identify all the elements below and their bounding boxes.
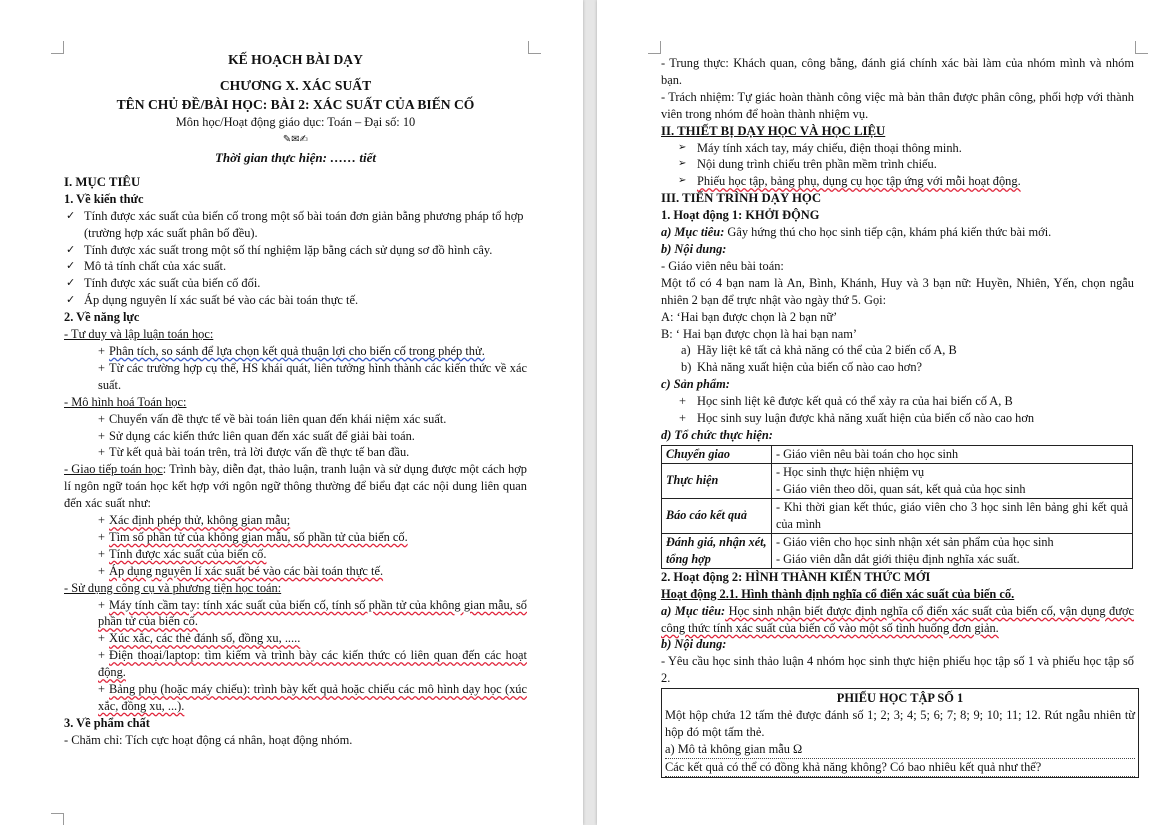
table-cell-label: Thực hiện — [662, 463, 772, 498]
list-item: + Từ kết quả bài toán trên, trả lời được vấn đề thực tế ban đầu. — [98, 445, 410, 460]
table-row — [662, 445, 1133, 463]
list-item: a) Hãy liệt kê tất cả khả năng có thể của 2 biến cố A, B — [681, 343, 957, 358]
list-item: + Máy tính cầm tay: tính xác suất của biến cố, tính số phần tử của không gian mẫu, số phần tử của biến cố. — [98, 597, 527, 629]
activity-1-org-label: d) Tổ chức thực hiện: — [661, 427, 773, 442]
list-item: + Học sinh liệt kê được kết quả có thể xảy ra của hai biến cố A, B — [679, 394, 1013, 409]
list-item: + Học sinh suy luận được khả năng xuất hiện của biến cố nào cao hơn — [679, 411, 1035, 426]
check-icon: ✓ — [66, 293, 76, 307]
event-b: B: ‘ Hai bạn được chọn là hai bạn nam’ — [661, 326, 857, 341]
check-icon: ✓ — [66, 259, 76, 273]
table-cell: - Khi thời gian kết thúc, giáo viên cho 3 học sinh lên bảng ghi kết quả của mình — [772, 498, 1133, 533]
section-equipment: II. THIẾT BỊ DẠY HỌC VÀ HỌC LIỆU — [661, 123, 886, 138]
section-process: III. TIẾN TRÌNH DẠY HỌC — [661, 191, 822, 206]
activity-1-goal: a) Mục tiêu: Gây hứng thú cho học sinh tiếp cận, khám phá kiến thức bài mới. — [661, 225, 1052, 240]
crop-mark — [1135, 41, 1148, 54]
list-item: ✓ Tính được xác suất của biến cố trong một số bài toán đơn giản bằng phương pháp tổ hợp (trường hợp xác suất phân bố đều). — [66, 208, 524, 240]
activity-1-content-label: b) Nội dung: — [661, 241, 727, 256]
table-row — [662, 498, 1133, 533]
subsection-qualities: 3. Về phẩm chất — [64, 715, 150, 730]
competence-reasoning: - Tư duy và lập luận toán học: — [64, 327, 214, 342]
table-row — [662, 463, 1133, 498]
competence-modelling: - Mô hình hoá Toán học: — [64, 394, 187, 409]
table-cell: - Học sinh thực hiện nhiệm vụ - Giáo viên theo dõi, quan sát, kết quả của học sinh — [772, 463, 1133, 498]
list-item: + Điện thoại/laptop: tìm kiếm và trình bày các kiến thức có liên quan đến các hoạt động. — [98, 648, 527, 680]
activity-1-product-label: c) Sản phẩm: — [661, 377, 730, 392]
subsection-knowledge: 1. Về kiến thức — [64, 191, 144, 206]
list-item: ➢ Nội dung trình chiếu trên phần mềm trình chiếu. — [678, 157, 937, 172]
list-item: ➢ Phiếu học tập, bảng phụ, dụng cụ học tập ứng với mỗi hoạt động. — [678, 174, 1021, 189]
time-line: Thời gian thực hiện: …… tiết — [214, 149, 377, 165]
list-item: + Xúc xắc, các thẻ đánh số, đồng xu, ..... — [98, 631, 301, 646]
crop-mark — [528, 41, 541, 54]
arrow-bullet-icon: ➢ — [678, 175, 687, 187]
arrow-bullet-icon: ➢ — [678, 158, 687, 170]
table-cell: - Giáo viên nêu bài toán cho học sinh — [772, 445, 1133, 463]
subsection-competence: 2. Về năng lực — [64, 310, 140, 325]
list-item: + Tìm số phần tử của không gian mẫu, số phần tử của biến cố. — [98, 529, 408, 544]
chapter-title: CHƯƠNG X. XÁC SUẤT — [219, 78, 372, 93]
worksheet-question: Các kết quả có thể có đồng khả năng không? Có bao nhiêu kết quả như thế? — [665, 759, 1135, 777]
table-row — [662, 533, 1133, 568]
list-item: ✓ Áp dụng nguyên lí xác suất bé vào các bài toán thực tế. — [66, 293, 359, 308]
subject-line: Môn học/Hoạt động giáo dục: Toán – Đại số: 10 — [175, 115, 416, 129]
activity-2-1-goal: a) Mục tiêu: Học sinh nhận biết được định nghĩa cổ điển xác suất của biến cố, vận dụng được công thức tính xác suất của biến cố vào một số tình huống đơn giản. — [661, 603, 1135, 635]
organization-table — [661, 445, 1133, 569]
activity-1-title: 1. Hoạt động 1: KHỞI ĐỘNG — [661, 208, 820, 223]
table-cell-label: Báo cáo kết quả — [662, 498, 772, 533]
quality-diligence: - Chăm chỉ: Tích cực hoạt động cá nhân, hoạt động nhóm. — [64, 732, 353, 747]
list-item: ✓ Mô tả tính chất của xác suất. — [66, 259, 227, 274]
list-item: + Xác định phép thử, không gian mẫu; — [98, 513, 291, 528]
activity-1-content-intro: - Giáo viên nêu bài toán: — [661, 258, 784, 273]
competence-tools: - Sử dụng công cụ và phương tiện học toán: — [64, 580, 282, 595]
competence-communication: - Giao tiếp toán học: Trình bày, diễn đạt, thảo luận, tranh luận và sử dụng được một cách hợp lí ngôn ngữ toán học kết hợp với ngôn ngữ thông thường để biểu đạt các nội dung liên quan đến xác suất như: — [64, 462, 527, 511]
table-cell-label: Chuyển giao — [662, 445, 772, 463]
page-1-content — [64, 50, 527, 749]
worksheet-1 — [661, 688, 1139, 778]
crop-mark — [51, 813, 64, 825]
document-page-1 — [0, 0, 583, 825]
list-item: + Từ các trường hợp cụ thể, HS khái quát, liên tưởng hình thành các kiến thức về xác suất. — [98, 360, 527, 392]
worksheet-text: Một hộp chứa 12 tấm thẻ được đánh số 1; 2; 3; 4; 5; 6; 7; 8; 9; 10; 11; 12. Rút ngẫu nhiên từ hộp đó một tấm thẻ. — [665, 708, 1135, 739]
quality-honesty: - Trung thực: Khách quan, công bằng, đánh giá chính xác bài làm của nhóm mình và nhóm bạn. — [661, 56, 1134, 87]
arrow-bullet-icon: ➢ — [678, 141, 687, 153]
list-item: + Sử dụng các kiến thức liên quan đến xác suất để giải bài toán. — [98, 428, 415, 443]
activity-2-1-content-label: b) Nội dung: — [661, 637, 727, 652]
activity-2-1-content: - Yêu cầu học sinh thảo luận 4 nhóm học sinh thực hiện phiếu học tập số 1 và phiếu học tập số 2. — [661, 654, 1134, 686]
list-item: + Phân tích, so sánh để lựa chọn kết quả thuận lợi cho biến cố trong phép thử. — [98, 343, 485, 358]
worksheet-question-a: a) Mô tả không gian mẫu Ω — [665, 741, 1135, 759]
check-icon: ✓ — [66, 276, 76, 290]
list-item: + Áp dụng nguyên lí xác suất bé vào các bài toán thực tế. — [98, 563, 384, 578]
list-item: + Tính được xác suất của biến cố. — [98, 546, 267, 561]
section-objectives: I. MỤC TIÊU — [64, 174, 141, 189]
document-page-2 — [597, 0, 1175, 825]
worksheet-title: PHIẾU HỌC TẬP SỐ 1 — [836, 691, 964, 706]
lesson-plan-title: KẾ HOẠCH BÀI DẠY — [228, 52, 363, 67]
page-2-content — [661, 55, 1134, 778]
topic-title: TÊN CHỦ ĐỀ/BÀI HỌC: BÀI 2: XÁC SUẤT CỦA BIẾN CỐ — [116, 97, 475, 112]
list-item: + Bảng phụ (hoặc máy chiếu): trình bày kết quả hoặc chiếu các mô hình dạy học (xúc xắc, đồng xu, ...). — [98, 682, 527, 713]
crop-mark — [648, 41, 661, 54]
table-cell: - Giáo viên cho học sinh nhận xét sản phẩm của học sinh - Giáo viên dẫn dắt giới thiệu định nghĩa xác suất. — [772, 533, 1133, 568]
check-icon: ✓ — [66, 242, 76, 256]
event-a: A: ‘Hai bạn được chọn là 2 bạn nữ’ — [661, 309, 838, 324]
check-icon: ✓ — [66, 208, 76, 222]
table-cell-label: Đánh giá, nhận xét, tổng hợp — [662, 533, 772, 568]
activity-2-title: 2. Hoạt động 2: HÌNH THÀNH KIẾN THỨC MỚI — [661, 569, 931, 584]
list-item: ✓ Tính được xác suất trong một số thí nghiệm lặp bằng cách sử dụng sơ đồ hình cây. — [66, 242, 493, 257]
activity-1-problem: Một tổ có 4 bạn nam là An, Bình, Khánh, Huy và 3 bạn nữ: Huyền, Nhiên, Yến, chọn ngẫu nhiên 2 bạn để trực nhật vào ngày thứ 5. Gọi: — [661, 275, 1134, 307]
list-item: ➢ Máy tính xách tay, máy chiếu, điện thoại thông minh. — [678, 140, 962, 155]
crop-mark — [51, 41, 64, 54]
activity-2-1-title: Hoạt động 2.1. Hình thành định nghĩa cổ điển xác suất của biến cố. — [661, 586, 1015, 601]
list-item: ✓ Tính được xác suất của biến cố đối. — [66, 276, 261, 291]
ornament: ✎✉✍ — [282, 133, 309, 145]
quality-responsibility: - Trách nhiệm: Tự giác hoàn thành công việc mà bản thân được phân công, phối hợp với thành viên trong nhóm để hoàn thành nhiệm vụ. — [661, 89, 1134, 121]
knowledge-list — [64, 208, 527, 309]
list-item: + Chuyển vấn đề thực tế về bài toán liên quan đến khái niệm xác suất. — [98, 411, 447, 426]
list-item: b) Khả năng xuất hiện của biến cố nào cao hơn? — [681, 360, 923, 375]
